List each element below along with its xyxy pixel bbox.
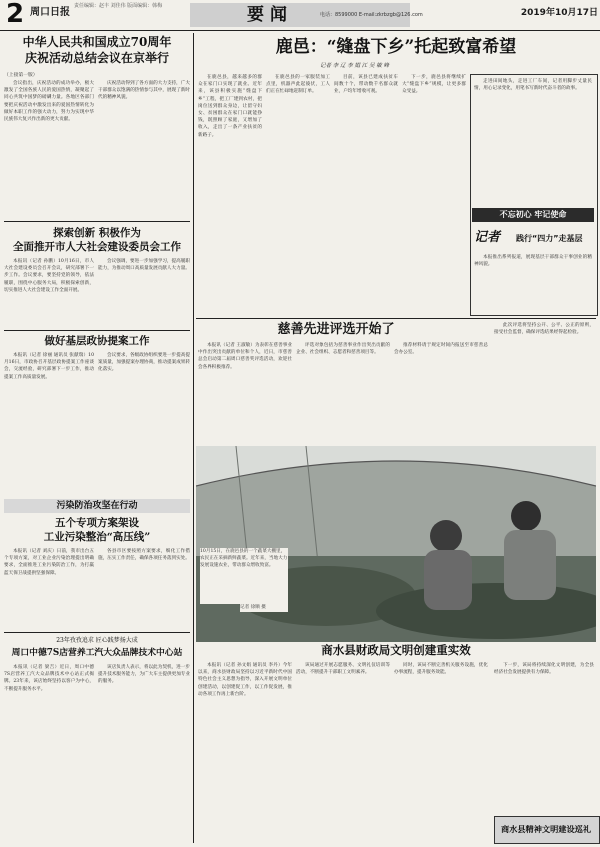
editorial-body2-text: 本报推出系列报道，展现基层干部群众干事创业的精神风貌。 [474, 255, 592, 268]
story6-body-cont3: 此次评选将坚持公开、公平、公正的原则，接受社会监督，确保评选结果经得起检验。 [494, 323, 594, 336]
story1-headline-1: 中华人民共和国成立70周年 [22, 35, 172, 49]
story6-body: 本报讯（记者 王淑敏）为表彰在慈善事业中作出突出贡献的单位和个人，近日，市慈善总会启动第二届周口慈善奖评选活动，欢迎社会各界积极推荐。 [198, 343, 292, 370]
story7-body-col4 [494, 662, 594, 812]
story6-body-col2 [296, 342, 390, 442]
story4-headline-1: 五个专项方案架设 [55, 517, 139, 529]
story7-body-col2 [296, 662, 390, 840]
editorial-motto: 不忘初心 牢记使命 [472, 208, 594, 222]
story6-body-col3 [394, 342, 488, 442]
story4-body-cont: 各县市区要按照方案要求，细化工作措施，压实工作责任，确保各项任务落到实处。 [98, 549, 190, 562]
story1-body-cont: 庆祝活动得到了各方面的大力支持，广大干部群众以饱满的热情参与其中，展现了新时代的精神风貌。 [98, 81, 190, 101]
story5-body-col2 [98, 664, 190, 840]
main-divider [196, 318, 596, 319]
story6-body-cont2: 推荐材料请于规定时间内报送至市慈善总会办公室。 [394, 343, 488, 356]
story7-headline: 商水县财政局文明创建重实效 [321, 643, 471, 657]
story7-body-col3 [394, 662, 488, 840]
story4-body: 本报讯（记者 刘庆）日前，我市出台五个专项方案，对工业企业污染治理提出明确要求，全面推进工业污染防治工作，为打赢蓝天保卫战提供坚强保障。 [4, 549, 94, 576]
story6-body-col1 [198, 342, 292, 442]
story5-body: 本报讯（记者 梁吉）近日，周口中德7S店营养工汽大众品牌技术中心站正式揭牌。23年来，该店始终坚持以客户为中心，不断提升服务水平。 [4, 665, 94, 692]
page-number: 2 [5, 0, 25, 29]
bottom-banner-title: 商水县精神文明建设巡礼 [500, 824, 592, 834]
story7-body-cont3: 下一步，该局将持续深化文明创建，为全县经济社会发展提供有力保障。 [494, 663, 594, 676]
story2-headline-1: 探索创新 积极作为 [53, 227, 141, 239]
newspaper-brand: 周口日报 [30, 7, 70, 18]
story3-headline: 做好基层政协提案工作 [44, 335, 150, 347]
main-body-col4-text: 下一步，鹿邑县将继续扩大“缝盘下乡”规模，让更多群众受益。 [402, 75, 466, 95]
story5-headline: 周口中德7S店营养工汽大众品牌技术中心站 [11, 648, 183, 658]
story6-body-cont: 评选对象包括为慈善事业作出突出贡献的企业、社会组织、志愿者和慈善项目等。 [296, 343, 390, 356]
masthead-bar [0, 0, 600, 30]
photo-credit: 记者 徐顺 摄 [240, 604, 288, 612]
story4-kicker: 污染防治攻坚在行动 [56, 501, 138, 511]
story6-headline: 慈善先进评选开始了 [277, 322, 395, 337]
story6-body-col4 [494, 322, 594, 444]
story2-body-col2 [98, 258, 190, 328]
story7-body: 本报讯（记者 孙文娟 通讯员 李丹）今年以来，商水县财政局坚持以习近平新时代中国特色社会主义思想为指导，深入开展文明单位创建活动，以创建促工作，以工作促发展，推动各项工作再上新台阶。 [198, 663, 292, 697]
story2-headline-2: 全面推开市人大社会建设委员会工作 [13, 241, 181, 253]
editorial-body: 走进田间地头，走进工厂车间，记者用脚步丈量民情，用心记录变化，用笔书写新时代奋斗者的故事。 [474, 79, 592, 92]
main-body-col1 [198, 74, 262, 314]
story3-body-col1 [4, 352, 94, 496]
story7-body-cont2: 同时，该局不断完善机关服务设施，优化办事流程，提升服务效能。 [394, 663, 488, 676]
story4-body-col1 [4, 548, 94, 628]
story7-body-col1 [198, 662, 292, 840]
story7-body-cont: 该局通过开展志愿服务、文明礼仪培训等活动，不断提升干部职工文明素养。 [296, 663, 390, 676]
story4-headline-2: 工业污染整治“高压线” [43, 531, 151, 543]
contact-info: 电话：8599000 E-mail:zkrbzgb@126.com [320, 12, 423, 18]
main-body-col4 [402, 74, 466, 314]
story1-body-col2 [98, 80, 190, 216]
story3-body-col2 [98, 352, 190, 496]
main-body-col3-text: 目前，该县已建成扶贫车间数十个，带动数千名群众就业，户均年增收可观。 [334, 75, 398, 95]
main-body-col2-text: 在鹿邑县的一家服装加工点里，机器声此起彼伏，工人们正在忙碌地赶制订单。 [266, 75, 330, 95]
story1-headline-2: 庆祝活动总结会议在京举行 [24, 51, 169, 65]
story1-body: 会议指出，庆祝活动的成功举办，极大激发了全国各族人民的爱国热情，凝聚起了同心共筑中国梦的磅礴力量。各地区各部门要把庆祝活动中激发出来的爱国热情转化为做好本职工作的强大动力，努力为实现中华民族伟大复兴作出新的更大贡献。 [4, 81, 94, 123]
editor-credits: 责任编辑：赵丰 刘佳伟 版面编辑：韩梅 [74, 3, 163, 9]
main-body: 在鹿邑县，越来越多的群众在家门口实现了就业。近年来，该县积极实施“缝盘下乡”工程，把工厂建到农村，把岗位送到群众身边，让留守妇女、贫困群众在家门口就能挣钱，既照顾了家庭，又增加了收入，走出了一条产业扶贫的新路子。 [198, 75, 262, 138]
story5-kicker: 23年孜孜追求 匠心践梦扬大成 [56, 637, 138, 644]
photo-caption: 10月15日，在鹿邑县的一个蔬菜大棚里，农民正在采摘新鲜蔬菜。近年来，当地大力发展设施农业，带动群众增收致富。 [200, 548, 288, 604]
story1-body-col1 [4, 80, 94, 216]
main-body-col2 [266, 74, 330, 314]
left-column-rule [193, 33, 194, 843]
greenhouse-photo [196, 446, 596, 642]
story3-body-cont: 会议要求，各级政协组织要进一步提高提案质量，加强提案办理协商，推动提案成果转化落实。 [98, 353, 190, 373]
story1-dateline: （上接第一版） [4, 73, 38, 78]
story3-body: 本报讯（记者 徐丽 通讯员 张献瑞）10月16日，市政协召开基层政协提案工作座谈会，交流经验，研究部署下一步工作，推动提案工作高质量发展。 [4, 353, 94, 380]
greenhouse-photo-art [196, 446, 596, 642]
editorial-title: 践行“四力”走基层 [516, 234, 583, 243]
story1-divider [4, 221, 190, 222]
story2-divider [4, 330, 190, 331]
story2-body-col1 [4, 258, 94, 328]
main-headline: 鹿邑：“缝盘下乡”托起致富希望 [275, 37, 517, 57]
story5-body-col1 [4, 664, 94, 840]
editorial-logo: 记者 [474, 230, 501, 245]
story4-divider [4, 632, 190, 633]
section-title: 要闻 [247, 5, 293, 25]
header-rule [0, 30, 600, 31]
story5-body-cont: 该店负责人表示，将以此为契机，进一步提升技术服务能力，为广大车主提供更加专业的服务。 [98, 665, 190, 685]
main-body-col3 [334, 74, 398, 314]
main-byline: 记者 李 辽 李 娟 江 吴 敏 峰 [320, 63, 389, 69]
story2-body: 本报讯（记者 孙鹏）10月16日，市人大社会建设委员会召开会议，研究部署下一步工作。会议要求，要坚持党的领导，依法履职，围绕中心服务大局，积极探索创新，切实推进人大社会建设工作全面开展。 [4, 259, 94, 293]
editorial-body2 [474, 254, 592, 312]
issue-date: 2019年10月17日 [520, 8, 598, 18]
story2-body-cont: 会议强调，要进一步加强学习，提高履职能力，为推动周口高质量发展贡献人大力量。 [98, 259, 190, 272]
editorial-body-col [474, 78, 592, 206]
story4-body-col2 [98, 548, 190, 628]
